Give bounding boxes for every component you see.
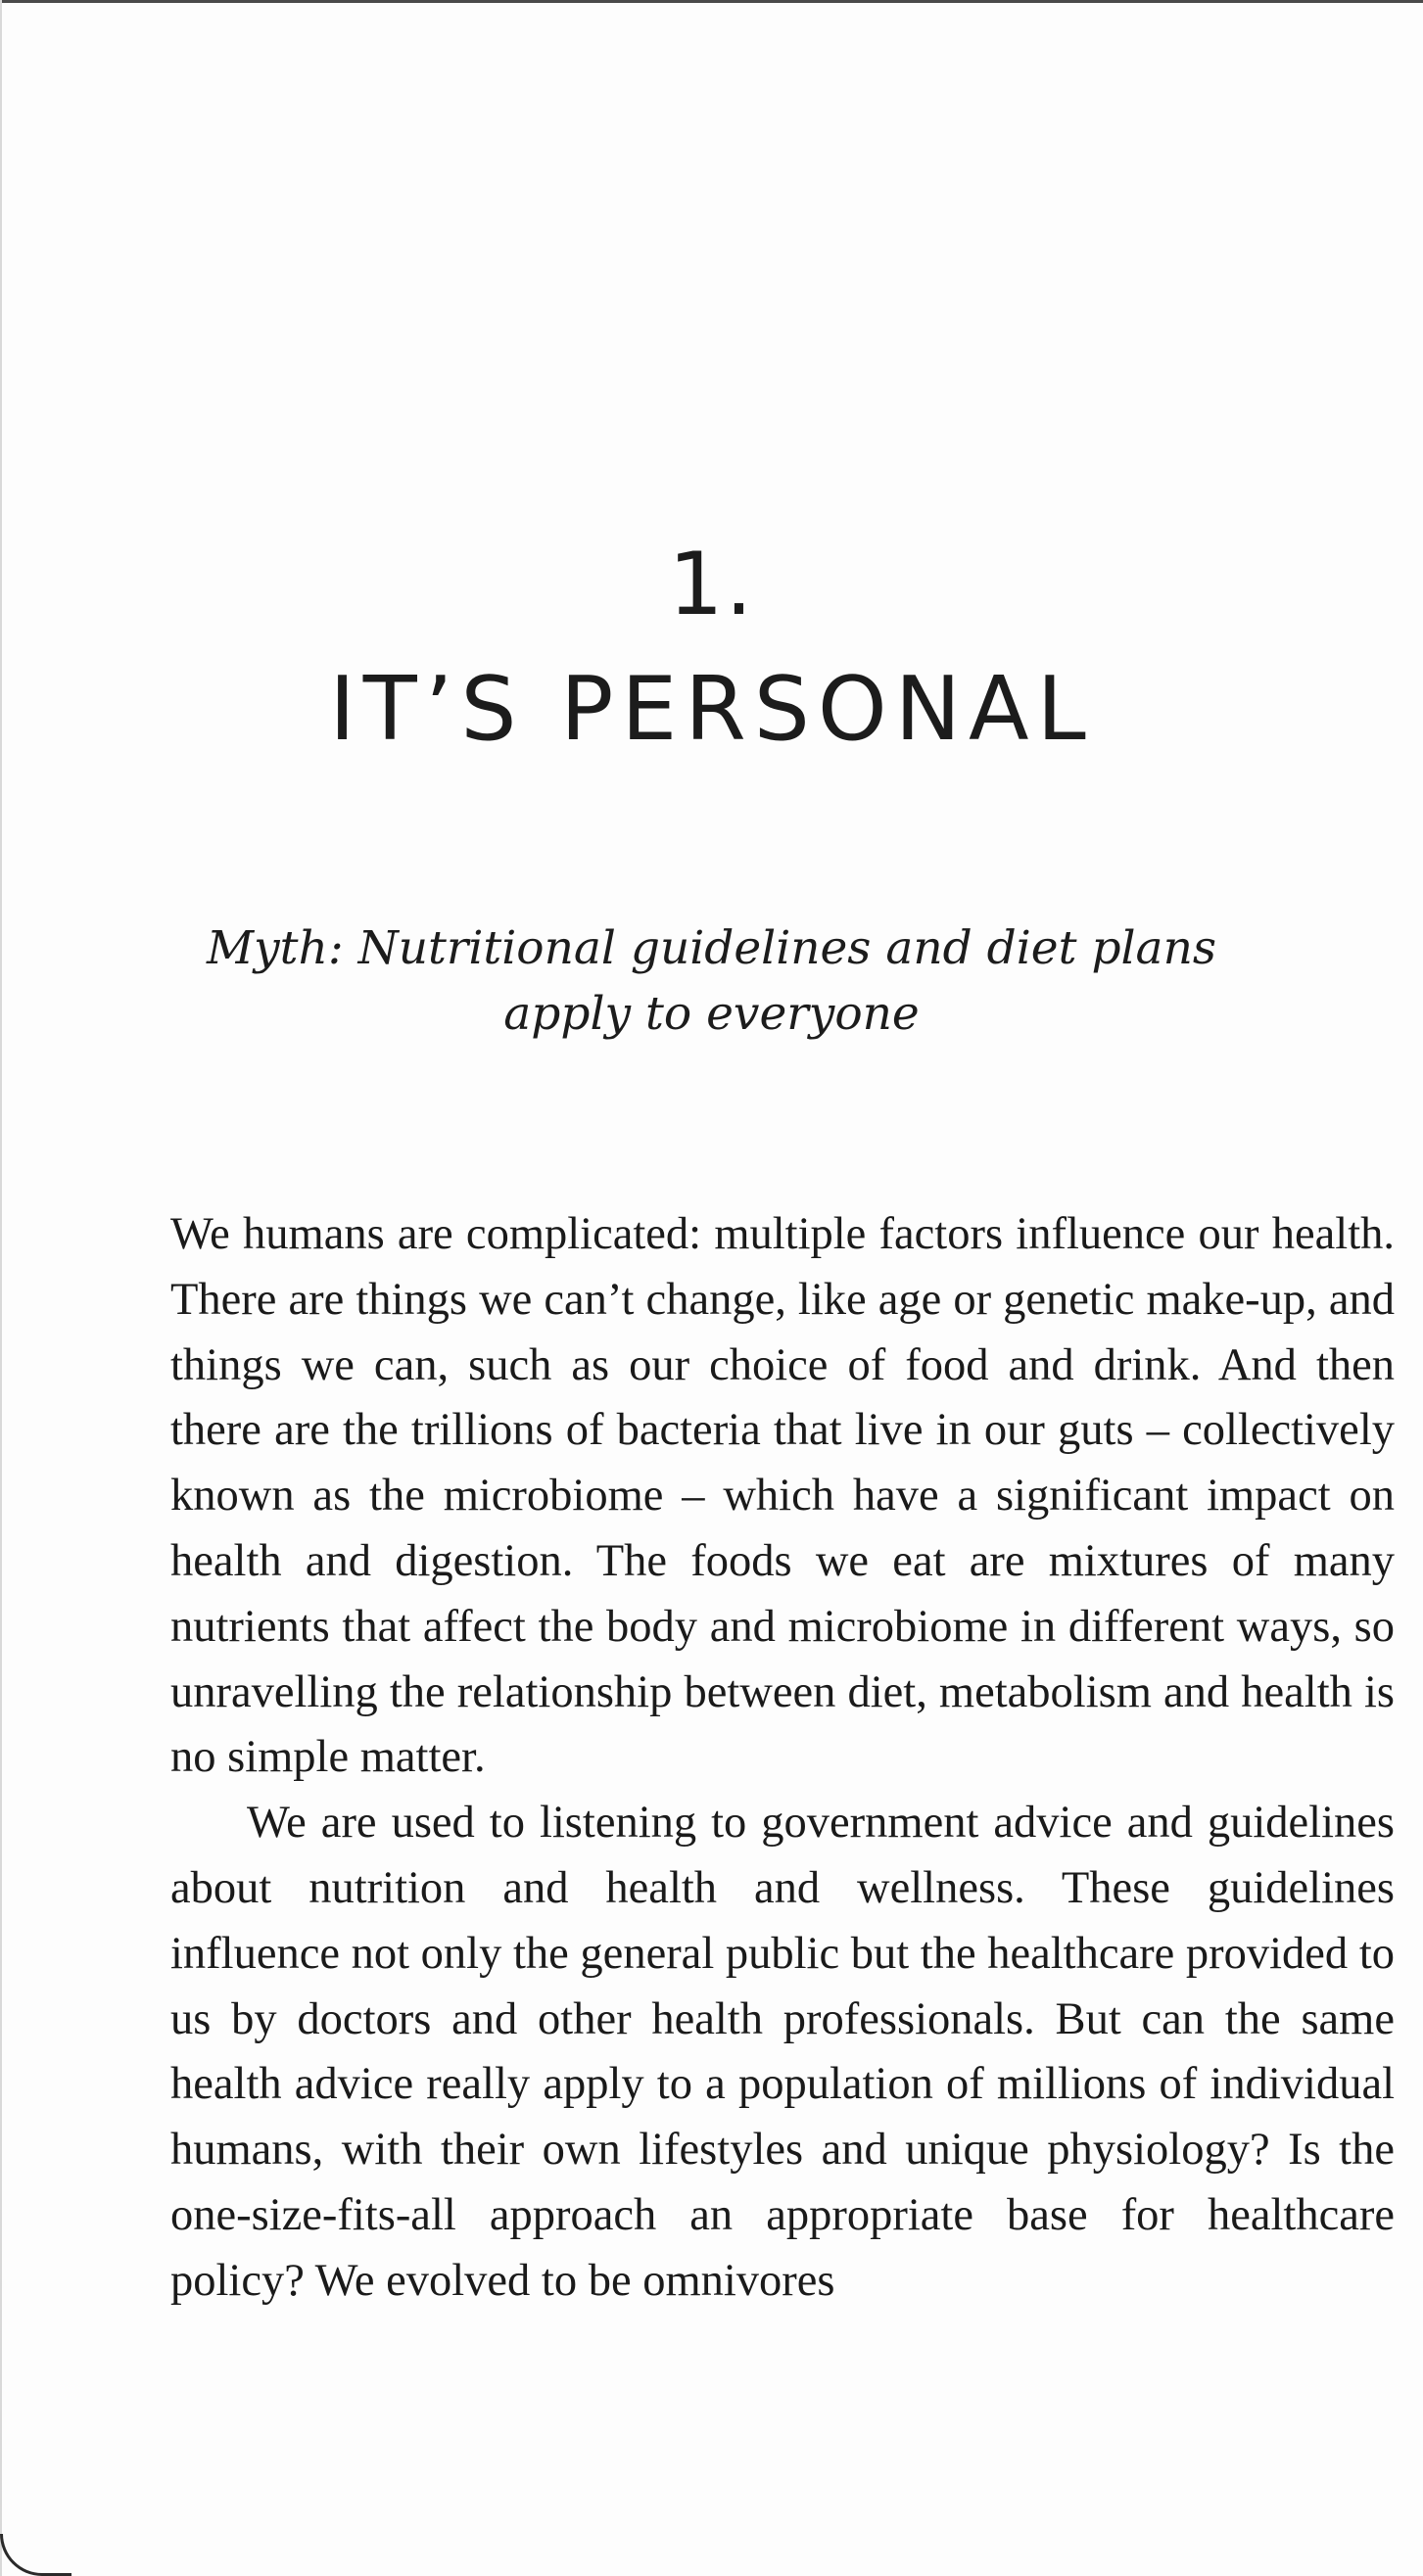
paragraph-1: We humans are complicated: multiple factors influence our health. There are things we can’t change, like age or genetic make-up, and things we can, such as our choice of food and drink. And then there are the trillions of bacteria that live in our guts – collectively known as the microbiome – which have a significant impact on health and digestion. The foods we eat are mixtures of many nutrients that affect the body and microbiome in different ways, so unravelling the relationship between diet, metabolism and health is no simple matter. <box>170 1209 1395 1783</box>
myth-line-1: Myth: Nutritional guidelines and diet plans <box>207 921 1216 975</box>
page-bottom-left-corner <box>0 2534 71 2576</box>
paragraph-2: We are used to listening to government advice and guidelines about nutrition and health and wellness. These guidelines influence not only the general public but the healthcare provided to us by doctors and other health professionals. But can the same health advice really apply to a population of millions of individual humans, with their own lifestyles and unique physiology? Is the one-size-fits-all approach an appropriate base for healthcare policy? We evolved to be omnivores <box>170 1798 1395 2306</box>
myth-line-2: apply to everyone <box>503 987 920 1041</box>
body-text <box>170 1202 1395 2315</box>
chapter-myth-epigraph <box>0 915 1423 1047</box>
chapter-title: IT’S PERSONAL <box>329 658 1094 761</box>
chapter-number: 1. <box>668 534 755 634</box>
page-left-edge <box>0 0 2 2576</box>
page-top-edge <box>0 0 1423 3</box>
